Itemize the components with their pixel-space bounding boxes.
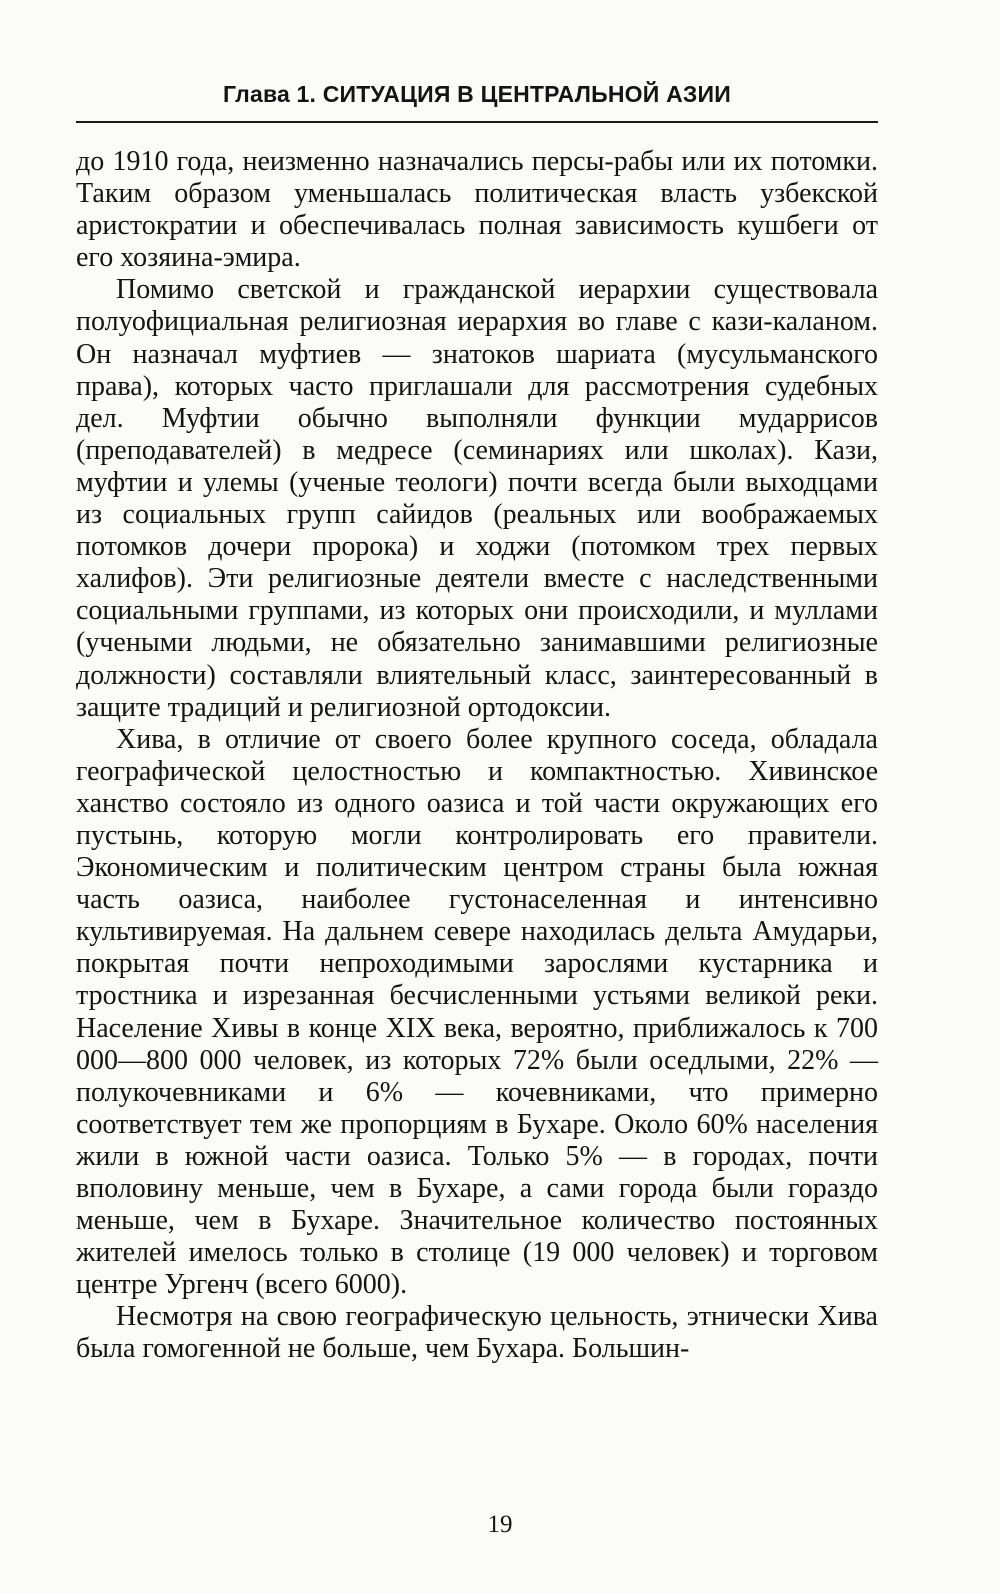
paragraph-2: Помимо светской и гражданской иерархии существовала полуофициальная религиозная иерархия во главе с кази-каланом. Он назначал муфтиев — знатоков шариата (мусульманского права), которых часто приглашали для рассмотрения судебных дел. Муфтии обычно выполняли функции мударрисов (преподавателей) в медресе (семинариях или школах). Кази, муфтии и улемы (ученые теологи) почти всегда были выходцами из социальных групп сайидов (реальных или воображаемых потомков дочери пророка) и ходжи (потомком трех первых халифов). Эти религиозные деятели вместе с наследственными социальными группами, из которых они происходили, и муллами (учеными людьми, не обязательно занимавшими религиозные должности) составляли влиятельный класс, заинтересованный в защите традиций и религиозной ортодоксии. — [76, 274, 878, 723]
paragraph-3: Хива, в отличие от своего более крупного соседа, обладала географической целостностью и компактностью. Хивинское ханство состояло из одного оазиса и той части окружающих его пустынь, которую могли контролировать его правители. Экономическим и политическим центром страны была южная часть оазиса, наиболее густонаселенная и интенсивно культивируемая. На дальнем севере находилась дельта Амударьи, покрытая почти непроходимыми зарослями кустарника и тростника и изрезанная бесчисленными устьями великой реки. Население Хивы в конце XIX века, вероятно, приближалось к 700 000—800 000 человек, из которых 72% были оседлыми, 22% — полукочевниками и 6% — кочевниками, что примерно соответствует тем же пропорциям в Бухаре. Около 60% населения жили в южной части оазиса. Только 5% — в городах, почти вполовину меньше, чем в Бухаре, а сами города были гораздо меньше, чем в Бухаре. Значительное количество постоянных жителей имелось только в столице (19 000 человек) и торговом центре Ургенч (всего 6000). — [76, 723, 878, 1301]
paragraph-1: до 1910 года, неизменно назначались персы-рабы или их потомки. Таким образом уменьшалась политическая власть узбекской аристократии и обеспечивалась полная зависимость кушбеги от его хозяина-эмира. — [76, 146, 878, 274]
header-rule — [76, 121, 878, 123]
running-header: Глава 1. СИТУАЦИЯ В ЦЕНТРАЛЬНОЙ АЗИИ — [223, 81, 731, 107]
page-number: 19 — [487, 1511, 513, 1538]
body-text — [76, 146, 878, 1366]
paragraph-4: Несмотря на свою географическую цельность, этнически Хива была гомогенной не больше, чем Бухара. Большин- — [76, 1301, 878, 1365]
